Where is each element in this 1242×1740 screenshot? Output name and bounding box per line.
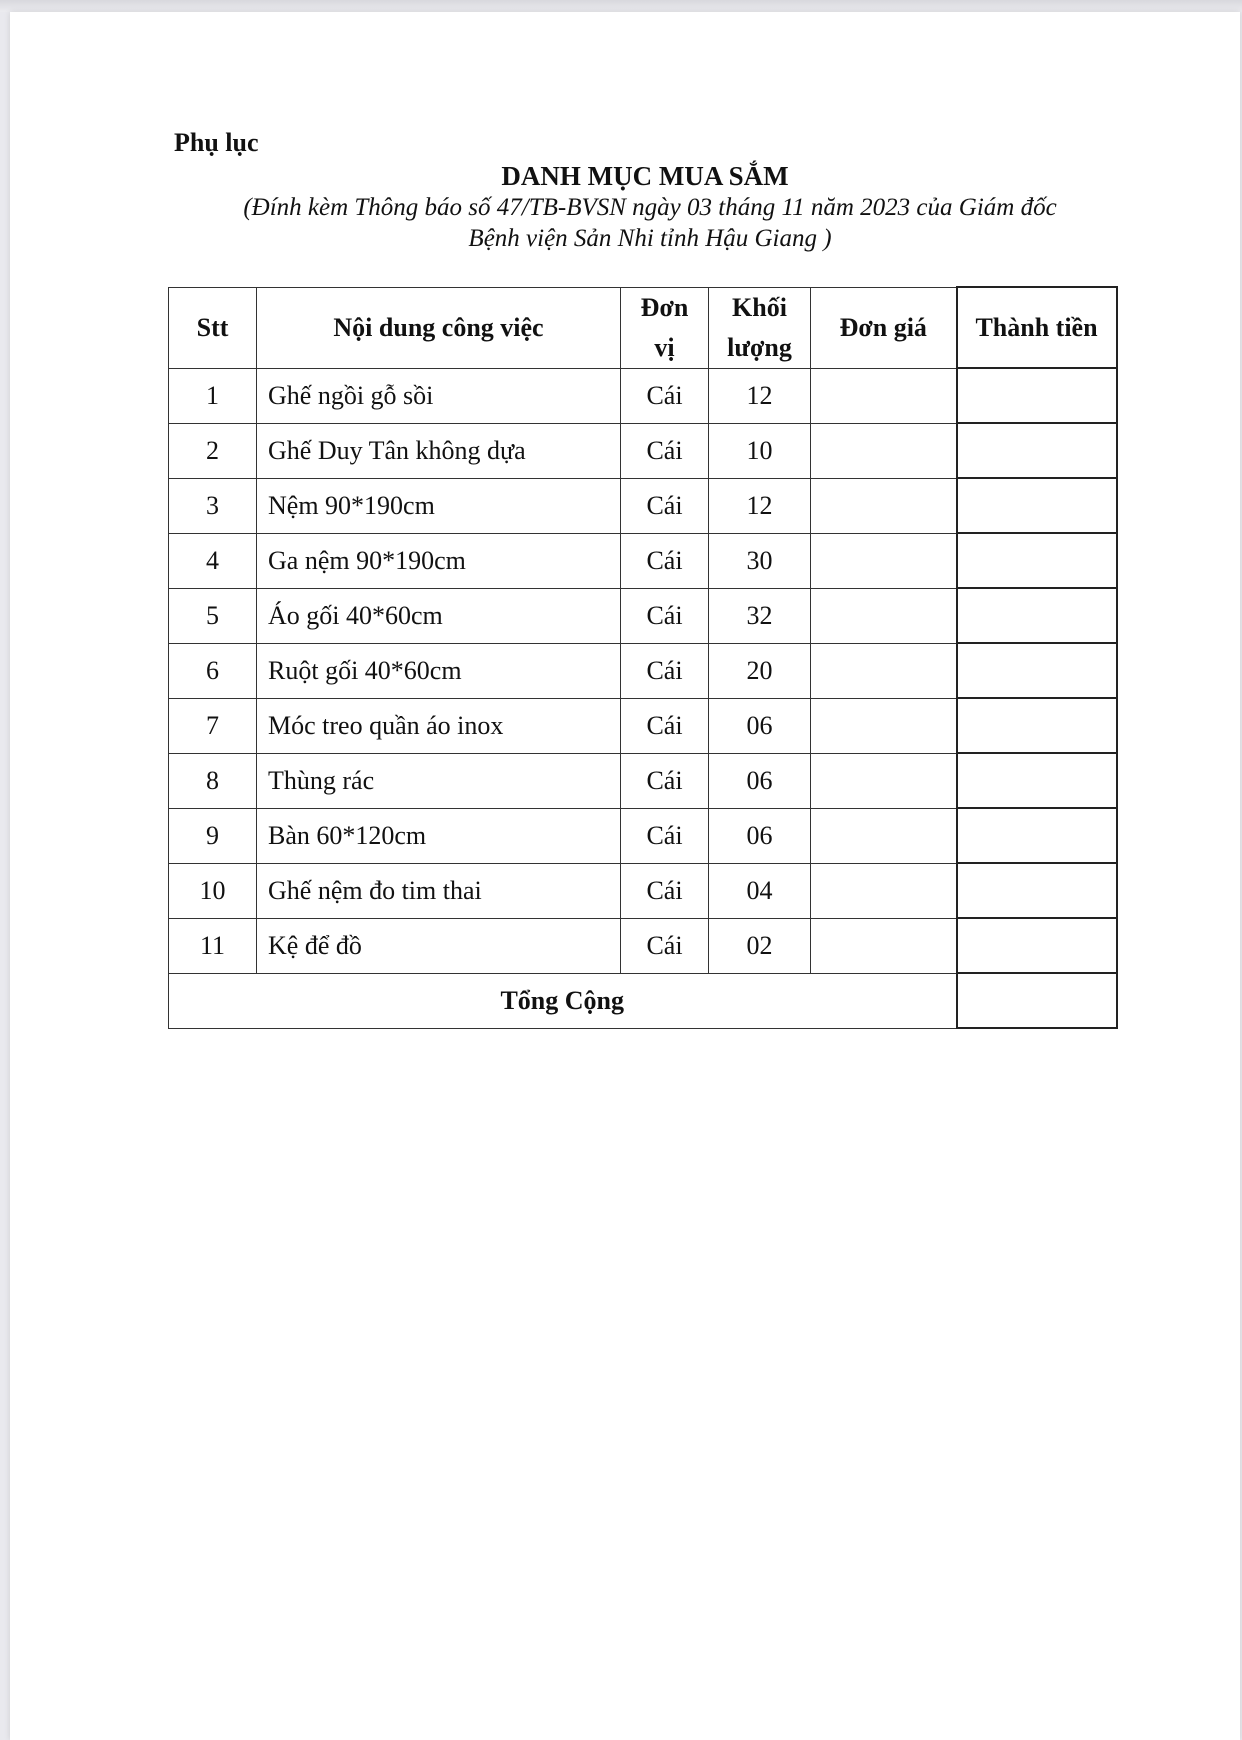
cell-unit: Cái: [621, 863, 709, 918]
cell-stt: 7: [169, 698, 257, 753]
header-unit-price: Đơn giá: [811, 287, 957, 368]
table-row: [169, 533, 1117, 588]
cell-content: Kệ để đồ: [257, 918, 621, 973]
cell-content: Ruột gối 40*60cm: [257, 643, 621, 698]
cell-content: Thùng rác: [257, 753, 621, 808]
cell-unit: Cái: [621, 808, 709, 863]
cell-total[interactable]: [957, 808, 1117, 863]
cell-content: Ga nệm 90*190cm: [257, 533, 621, 588]
cell-quantity: 06: [709, 698, 811, 753]
cell-quantity: 30: [709, 533, 811, 588]
cell-stt: 3: [169, 478, 257, 533]
cell-quantity: 06: [709, 753, 811, 808]
cell-unit-price[interactable]: [811, 478, 957, 533]
cell-unit-price[interactable]: [811, 808, 957, 863]
cell-content: Nệm 90*190cm: [257, 478, 621, 533]
header-qty-line-1: Khối: [732, 292, 787, 322]
cell-stt: 4: [169, 533, 257, 588]
table-row: [169, 643, 1117, 698]
header-total: Thành tiền: [957, 287, 1117, 368]
cell-content: Ghế ngồi gỗ sồi: [257, 368, 621, 423]
cell-stt: 2: [169, 423, 257, 478]
subtitle-line-1: (Đính kèm Thông báo số 47/TB-BVSN ngày 03 tháng 11 năm 2023 của Giám đốc: [243, 194, 1057, 221]
grand-total-cell[interactable]: [957, 973, 1117, 1028]
cell-total[interactable]: [957, 863, 1117, 918]
cell-stt: 6: [169, 643, 257, 698]
cell-total[interactable]: [957, 698, 1117, 753]
cell-unit: Cái: [621, 698, 709, 753]
table-row: [169, 423, 1117, 478]
table-row: [169, 698, 1117, 753]
cell-stt: 8: [169, 753, 257, 808]
cell-total[interactable]: [957, 753, 1117, 808]
cell-total[interactable]: [957, 588, 1117, 643]
cell-unit: Cái: [621, 753, 709, 808]
cell-unit-price[interactable]: [811, 588, 957, 643]
cell-unit: Cái: [621, 918, 709, 973]
total-label: Tổng Cộng: [169, 973, 957, 1028]
cell-unit: Cái: [621, 533, 709, 588]
page-edge: [0, 0, 1242, 12]
cell-content: Ghế nệm đo tim thai: [257, 863, 621, 918]
cell-unit-price[interactable]: [811, 423, 957, 478]
cell-unit-price[interactable]: [811, 368, 957, 423]
cell-content: Móc treo quần áo inox: [257, 698, 621, 753]
cell-content: Ghế Duy Tân không dựa: [257, 423, 621, 478]
cell-unit-price[interactable]: [811, 533, 957, 588]
header-unit-line-2: vị: [654, 332, 675, 362]
cell-quantity: 04: [709, 863, 811, 918]
table-row: [169, 753, 1117, 808]
cell-unit-price[interactable]: [811, 698, 957, 753]
header-content: Nội dung công việc: [257, 287, 621, 368]
cell-unit: Cái: [621, 423, 709, 478]
header-stt: Stt: [169, 287, 257, 368]
cell-unit: Cái: [621, 643, 709, 698]
header-unit: [621, 287, 709, 368]
cell-total[interactable]: [957, 533, 1117, 588]
header-quantity: [709, 287, 811, 368]
cell-total[interactable]: [957, 918, 1117, 973]
document-subtitle: [200, 192, 1100, 254]
cell-stt: 9: [169, 808, 257, 863]
cell-content: Bàn 60*120cm: [257, 808, 621, 863]
table-row: [169, 808, 1117, 863]
cell-quantity: 06: [709, 808, 811, 863]
cell-stt: 10: [169, 863, 257, 918]
cell-stt: 5: [169, 588, 257, 643]
procurement-table: [168, 286, 1118, 1029]
table-row: [169, 863, 1117, 918]
table-header-row: [169, 287, 1117, 368]
cell-unit-price[interactable]: [811, 918, 957, 973]
cell-total[interactable]: [957, 423, 1117, 478]
cell-unit-price[interactable]: [811, 643, 957, 698]
cell-total[interactable]: [957, 368, 1117, 423]
cell-unit-price[interactable]: [811, 863, 957, 918]
cell-quantity: 32: [709, 588, 811, 643]
cell-quantity: 12: [709, 368, 811, 423]
cell-quantity: 20: [709, 643, 811, 698]
cell-stt: 11: [169, 918, 257, 973]
cell-quantity: 12: [709, 478, 811, 533]
header-qty-line-2: lượng: [727, 332, 792, 362]
cell-content: Áo gối 40*60cm: [257, 588, 621, 643]
page-title: DANH MỤC MUA SẮM: [501, 161, 789, 191]
cell-unit: Cái: [621, 368, 709, 423]
header-unit-line-1: Đơn: [640, 292, 689, 322]
appendix-label: Phụ lục: [174, 128, 259, 157]
cell-unit-price[interactable]: [811, 753, 957, 808]
cell-unit: Cái: [621, 588, 709, 643]
table-row: [169, 588, 1117, 643]
table-row: [169, 478, 1117, 533]
cell-quantity: 02: [709, 918, 811, 973]
total-row: [169, 973, 1117, 1028]
subtitle-line-2: Bệnh viện Sản Nhi tỉnh Hậu Giang ): [468, 225, 832, 252]
table-row: [169, 918, 1117, 973]
cell-total[interactable]: [957, 478, 1117, 533]
cell-quantity: 10: [709, 423, 811, 478]
cell-stt: 1: [169, 368, 257, 423]
table-row: [169, 368, 1117, 423]
cell-total[interactable]: [957, 643, 1117, 698]
cell-unit: Cái: [621, 478, 709, 533]
